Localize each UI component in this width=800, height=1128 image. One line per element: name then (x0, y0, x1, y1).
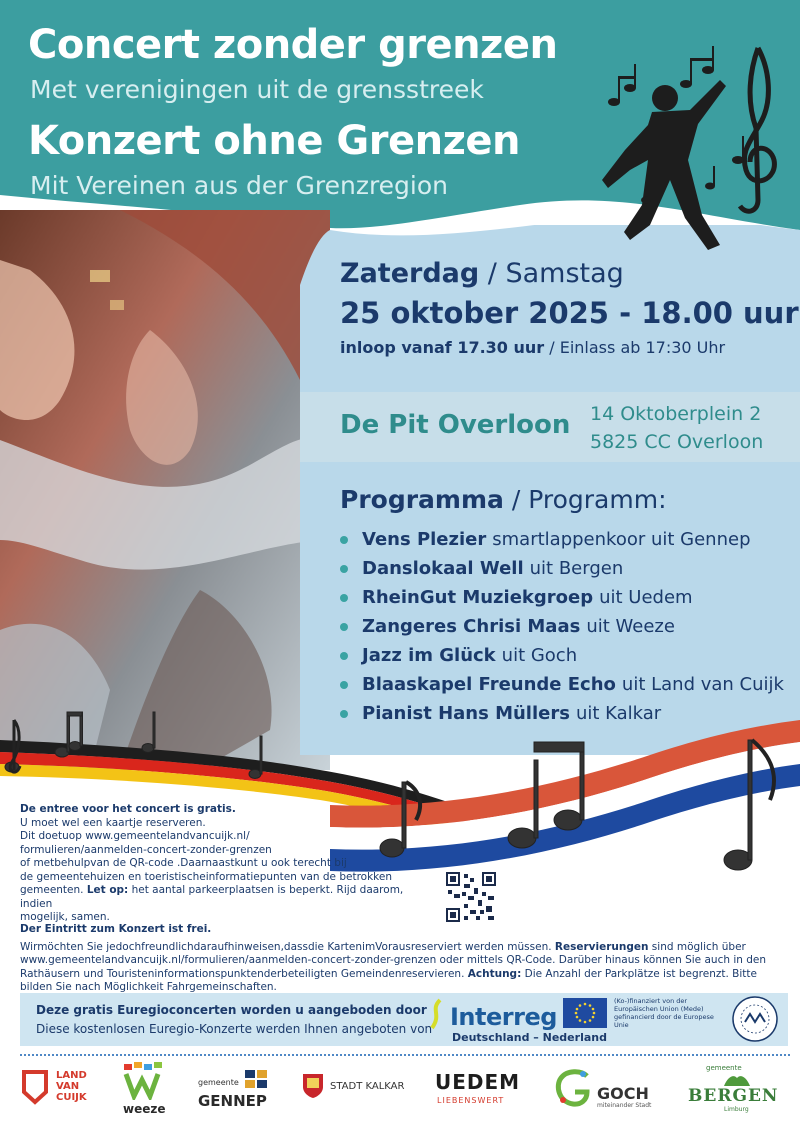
bullet-icon (340, 681, 348, 689)
event-day-dutch: Zaterdag (340, 258, 480, 289)
info-de-text: sind möglich über www.gemeentelandvancuijk.nl/formulieren/aanmelden-concert-zonder-grenzen oder mittels QR-Code. Darüber hinaus können Sie auch in den Rathäusern und Touristeninformationspunktenderbeteiligten Gemeindenreservieren. (20, 940, 767, 980)
info-text-german (20, 923, 782, 995)
bullet-icon (340, 594, 348, 602)
goch-logo-icon (555, 1068, 593, 1108)
info-nl-line: formulieren/aanmelden-concert-zonder-grenzen (20, 843, 272, 856)
weeze-logo-icon (122, 1060, 164, 1100)
address-line-1: 14 Oktoberplein 2 (590, 403, 762, 425)
info-nl-line: de gemeentehuizen en toeristischeinformatiepunten van de betrokken (20, 870, 392, 883)
address-line-2: 5825 CC Overloon (590, 431, 764, 453)
performer-name: Danslokaal Well (362, 558, 524, 579)
performer-origin: uit Kalkar (575, 703, 662, 724)
performer-name: Zangeres Chrisi Maas (362, 616, 581, 637)
info-nl-text: gemeenten. (20, 884, 87, 896)
program-item (340, 612, 790, 641)
info-nl-line (20, 884, 420, 911)
performer-origin: smartlappenkoor uit Gennep (492, 529, 751, 550)
program-item (340, 554, 790, 583)
program-item (340, 583, 790, 612)
performer-name: Vens Plezier (362, 529, 487, 550)
program-heading-separator: / (503, 485, 529, 514)
performer-origin: uit Weeze (586, 616, 675, 637)
eu-flag-icon (563, 998, 607, 1028)
info-nl-text: het aantal parkeerplaatsen is beperkt. Rijd daarom, indien (20, 884, 404, 910)
kalkar-crest-icon (302, 1073, 324, 1099)
info-nl-line: U moet wel een kaartje reserveren. (20, 816, 206, 829)
event-date-time: 25 oktober 2025 - 18.00 uur (340, 296, 799, 330)
euregio-logo-icon (730, 994, 780, 1044)
info-nl-warning-label: Let op: (86, 884, 129, 896)
info-text-dutch (20, 803, 420, 925)
subtitle-german: Mit Vereinen aus der Grenzregion (30, 171, 449, 200)
info-nl-line: mogelijk, samen. (20, 911, 110, 923)
goch-sub-text: miteinander Stadt (597, 1102, 652, 1109)
entry-time-german: Einlass ab 17:30 Uhr (559, 338, 726, 357)
info-nl-line: of metbehulpvan de QR-code .Daarnaastkunt u ook terecht bij (20, 857, 347, 869)
program-heading-dutch: Programma (340, 485, 504, 514)
painted-instrument-image (0, 210, 330, 770)
eu-cofunding-text: (Ko-)finanziert von der Europäischen Union (Mede) gefinancierd door de Europese Unie (614, 997, 714, 1029)
performer-name: Blaaskapel Freunde Echo (362, 674, 616, 695)
land-van-cuijk-logo-icon (20, 1068, 50, 1106)
conductor-silhouette-icon (590, 40, 800, 260)
info-de-text: Wirmöchten Sie jedochfreundlichdaraufhinweisen,dassdie KartenimVorausreserviert werden müssen. (20, 940, 555, 953)
uedem-logo-text: UEDEM (435, 1070, 521, 1094)
dotted-divider (20, 1054, 790, 1056)
performer-origin: uit Land van Cuijk (621, 674, 784, 695)
kalkar-logo-text: STADT KALKAR (330, 1081, 405, 1092)
entry-time-separator: / (544, 338, 560, 357)
uedem-sub-text: LIEBENSWERT (437, 1096, 505, 1105)
program-list (340, 525, 790, 728)
gennep-small-text: gemeente (198, 1078, 239, 1087)
bergen-tree-icon (722, 1072, 752, 1086)
subtitle-dutch: Met verenigingen uit de grensstreek (30, 75, 484, 104)
program-item (340, 525, 790, 554)
entry-time-dutch: inloop vanaf 17.30 uur (340, 338, 545, 357)
venue-name: De Pit Overloon (340, 410, 571, 440)
bullet-icon (340, 565, 348, 573)
lvc-line: CUIJK (56, 1092, 87, 1103)
info-de-bold: Der Eintritt zum Konzert ist frei. (20, 923, 212, 935)
sponsor-line-dutch: Deze gratis Euregioconcerten worden u aangeboden door (36, 1003, 427, 1017)
bullet-icon (340, 623, 348, 631)
program-item (340, 670, 790, 699)
bergen-small-text: gemeente (706, 1064, 742, 1072)
program-heading-german: Programm: (528, 485, 667, 514)
program-item (340, 641, 790, 670)
lvc-line: VAN (56, 1081, 80, 1092)
performer-origin: uit Goch (501, 645, 578, 666)
info-de-reservation-label: Reservierungen (554, 940, 649, 953)
info-nl-line: Dit doetuop www.gemeentelandvancuijk.nl/ (20, 830, 250, 842)
goch-logo-text: GOCH (597, 1084, 649, 1103)
performer-origin: uit Uedem (599, 587, 693, 608)
event-entry-time (340, 338, 725, 357)
interreg-subtitle: Deutschland – Nederland (452, 1031, 607, 1044)
info-de-text: Die Anzahl der Parkplätze ist begrenzt. Bitte bilden Sie nach Möglichkeit Fahrgemeinschaften. (20, 967, 757, 993)
performer-name: Pianist Hans Müllers (362, 703, 570, 724)
lvc-line: LAND (56, 1070, 87, 1081)
interreg-logo-text: Interreg (450, 1003, 557, 1031)
bergen-logo-text: BERGEN (688, 1086, 779, 1106)
gennep-logo-text: GENNEP (198, 1092, 267, 1110)
bergen-sub-text: Limburg (724, 1106, 749, 1113)
weeze-logo-text: weeze (123, 1102, 166, 1116)
program-heading (340, 485, 667, 514)
land-van-cuijk-logo-text (56, 1070, 87, 1103)
gennep-crest-icon (245, 1070, 267, 1088)
venue-address (590, 400, 763, 456)
bullet-icon (340, 652, 348, 660)
info-de-warning-label: Achtung: (467, 967, 522, 980)
performer-origin: uit Bergen (529, 558, 624, 579)
title-dutch: Concert zonder grenzen (28, 22, 558, 68)
event-day (340, 258, 624, 289)
event-day-separator: / (479, 258, 506, 289)
performer-name: Jazz im Glück (362, 645, 496, 666)
qr-code-icon[interactable] (446, 872, 496, 922)
interreg-swoosh-icon (424, 998, 446, 1032)
info-nl-bold: De entree voor het concert is gratis. (20, 803, 236, 815)
event-day-german: Samstag (505, 258, 624, 289)
performer-name: RheinGut Muziekgroep (362, 587, 594, 608)
bullet-icon (340, 536, 348, 544)
title-german: Konzert ohne Grenzen (28, 118, 520, 164)
sponsor-line-german: Diese kostenlosen Euregio-Konzerte werden Ihnen angeboten von (36, 1022, 433, 1036)
